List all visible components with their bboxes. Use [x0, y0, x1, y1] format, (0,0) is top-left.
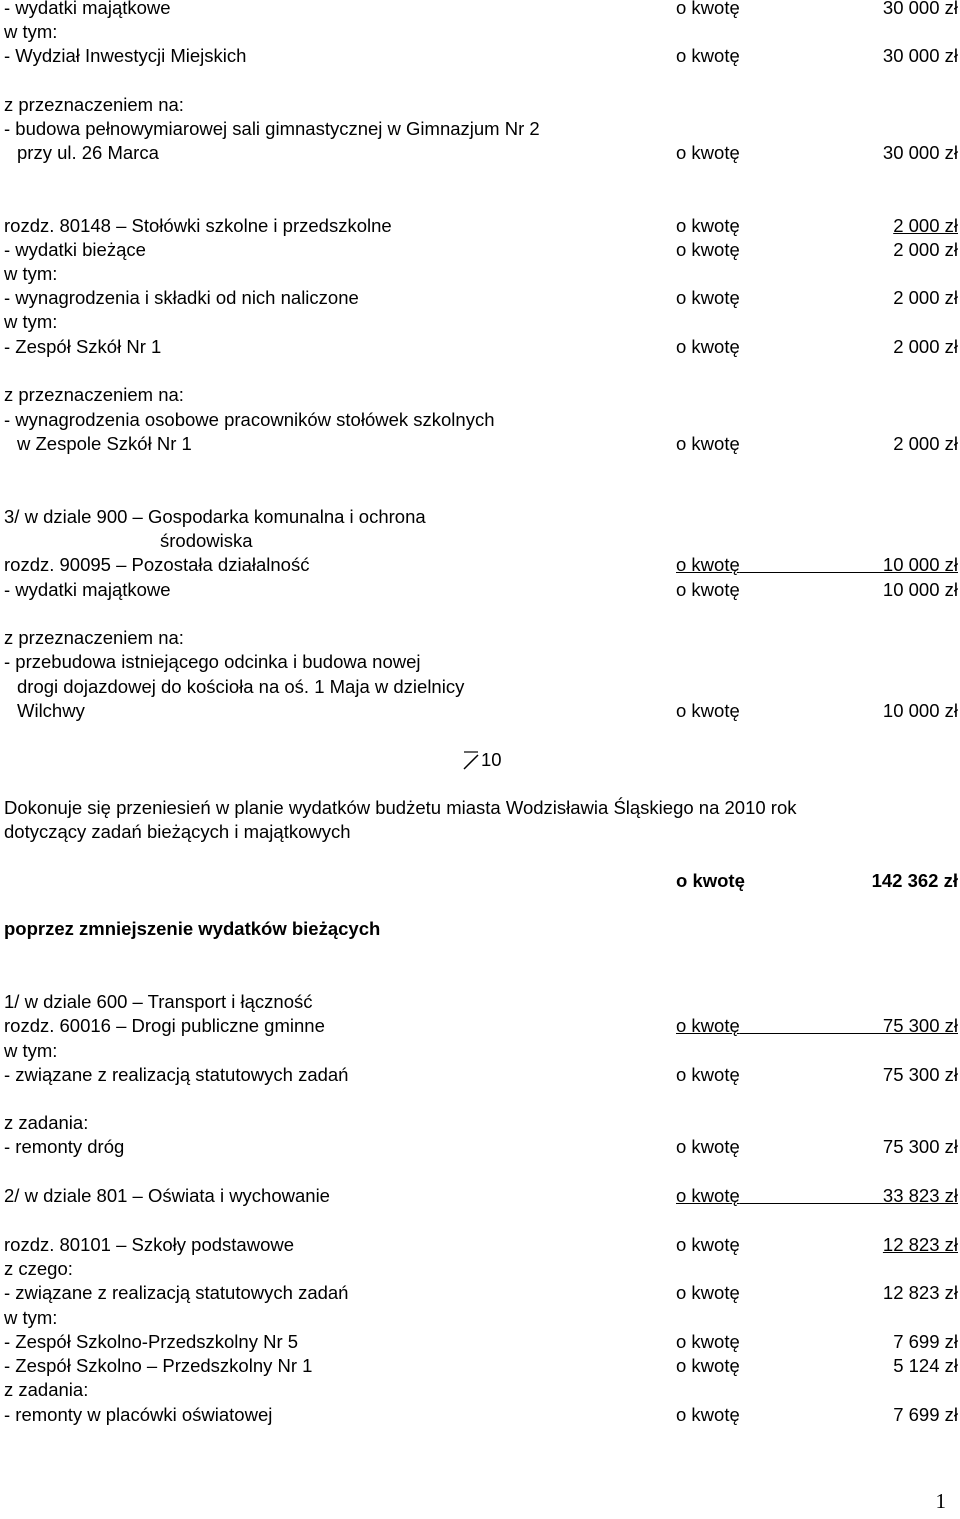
amount: 75 300 zł	[882, 1064, 958, 1085]
doc-line: w tym:	[4, 311, 58, 332]
kwota-label: o kwotę	[676, 554, 740, 575]
doc-line: - związane z realizacją statutowych zadań	[4, 1064, 349, 1085]
doc-line: dotyczący zadań bieżących i majątkowych	[4, 821, 351, 842]
doc-line: w tym:	[4, 21, 58, 42]
doc-line: rozdz. 80148 ‒ Stołówki szkolne i przedszkolne	[4, 215, 392, 236]
paragraph-mark-icon	[462, 749, 480, 773]
doc-line: - wynagrodzenia osobowe pracowników stołówek szkolnych	[4, 409, 495, 430]
doc-line: z przeznaczeniem na:	[4, 384, 184, 405]
doc-line: - Wydział Inwestycji Miejskich	[4, 45, 247, 66]
amount: 7 699 zł	[893, 1404, 958, 1425]
amount: 10 000 zł	[882, 700, 958, 721]
kwota-label: o kwotę	[676, 45, 740, 66]
amount: 10 000 zł	[882, 579, 958, 600]
amount: 2 000 zł	[893, 287, 958, 308]
doc-line: drogi dojazdowej do kościoła na oś. 1 Maja w dzielnicy	[17, 676, 465, 697]
amount: 30 000 zł	[882, 45, 958, 66]
section-heading: poprzez zmniejszenie wydatków bieżących	[4, 918, 381, 939]
doc-line: - wydatki majątkowe	[4, 0, 171, 18]
kwota-label: o kwotę	[676, 1355, 740, 1376]
amount: 2 000 zł	[893, 433, 958, 454]
doc-line: - remonty w placówki oświatowej	[4, 1404, 273, 1425]
doc-line: Dokonuje się przeniesień w planie wydatków budżetu miasta Wodzisławia Śląskiego na 2010 rok	[4, 797, 797, 818]
total-amount: 142 362 zł	[871, 870, 958, 891]
amount: 33 823 zł	[882, 1185, 958, 1206]
doc-line: z zadania:	[4, 1379, 89, 1400]
doc-line: - związane z realizacją statutowych zadań	[4, 1282, 349, 1303]
kwota-label: o kwotę	[676, 142, 740, 163]
doc-line: rozdz. 60016 ‒ Drogi publiczne gminne	[4, 1015, 325, 1036]
doc-line: - remonty dróg	[4, 1136, 125, 1157]
doc-line: w tym:	[4, 263, 58, 284]
doc-line: środowiska	[160, 530, 253, 551]
kwota-label: o kwotę	[676, 1136, 740, 1157]
amount: 10 000 zł	[882, 554, 958, 575]
doc-line: - Zespół Szkolno ‒ Przedszkolny Nr 1	[4, 1355, 313, 1376]
amount: 2 000 zł	[893, 239, 958, 260]
kwota-label: o kwotę	[676, 287, 740, 308]
doc-line: - przebudowa istniejącego odcinka i budowa nowej	[4, 651, 421, 672]
amount: 5 124 zł	[893, 1355, 958, 1376]
amount: 75 300 zł	[882, 1136, 958, 1157]
doc-line: - Zespół Szkół Nr 1	[4, 336, 162, 357]
doc-line: rozdz. 80101 ‒ Szkoły podstawowe	[4, 1234, 295, 1255]
kwota-label: o kwotę	[676, 1234, 740, 1255]
page-number: 1	[935, 1489, 946, 1513]
kwota-label: o kwotę	[676, 1015, 740, 1036]
doc-line: w tym:	[4, 1307, 58, 1328]
amount: 2 000 zł	[893, 336, 958, 357]
amount: 7 699 zł	[893, 1331, 958, 1352]
doc-line: Wilchwy	[17, 700, 85, 721]
kwota-label: o kwotę	[676, 700, 740, 721]
doc-line: - budowa pełnowymiarowej sali gimnastycznej w Gimnazjum Nr 2	[4, 118, 540, 139]
amount: 2 000 zł	[893, 215, 958, 236]
doc-line: - wydatki bieżące	[4, 239, 146, 260]
kwota-label: o kwotę	[676, 1331, 740, 1352]
doc-line: - Zespół Szkolno-Przedszkolny Nr 5	[4, 1331, 299, 1352]
total-kwota-label: o kwotę	[676, 870, 745, 891]
doc-line: rozdz. 90095 ‒ Pozostała działalność	[4, 554, 310, 575]
amount: 12 823 zł	[882, 1282, 958, 1303]
amount: 12 823 zł	[882, 1234, 958, 1255]
doc-line: 2/ w dziale 801 ‒ Oświata i wychowanie	[4, 1185, 330, 1206]
doc-line: przy ul. 26 Marca	[17, 142, 159, 163]
doc-line: z przeznaczeniem na:	[4, 627, 184, 648]
doc-line: - wydatki majątkowe	[4, 579, 171, 600]
kwota-label: o kwotę	[676, 1064, 740, 1085]
amount: 75 300 zł	[882, 1015, 958, 1036]
doc-line: z czego:	[4, 1258, 73, 1279]
doc-line: w tym:	[4, 1040, 58, 1061]
kwota-label: o kwotę	[676, 1282, 740, 1303]
kwota-label: o kwotę	[676, 579, 740, 600]
kwota-label: o kwotę	[676, 336, 740, 357]
doc-line: - wynagrodzenia i składki od nich naliczone	[4, 287, 359, 308]
kwota-label: o kwotę	[676, 1404, 740, 1425]
kwota-label: o kwotę	[676, 215, 740, 236]
section-number: 10	[481, 749, 502, 770]
amount: 30 000 zł	[882, 0, 958, 18]
doc-line: 3/ w dziale 900 ‒ Gospodarka komunalna i ochrona	[4, 506, 426, 527]
kwota-label: o kwotę	[676, 433, 740, 454]
doc-line: z zadania:	[4, 1112, 89, 1133]
kwota-label: o kwotę	[676, 0, 740, 18]
doc-line: 1/ w dziale 600 ‒ Transport i łączność	[4, 991, 313, 1012]
kwota-label: o kwotę	[676, 239, 740, 260]
doc-line: w Zespole Szkół Nr 1	[17, 433, 192, 454]
kwota-label: o kwotę	[676, 1185, 740, 1206]
amount: 30 000 zł	[882, 142, 958, 163]
doc-line: z przeznaczeniem na:	[4, 94, 184, 115]
